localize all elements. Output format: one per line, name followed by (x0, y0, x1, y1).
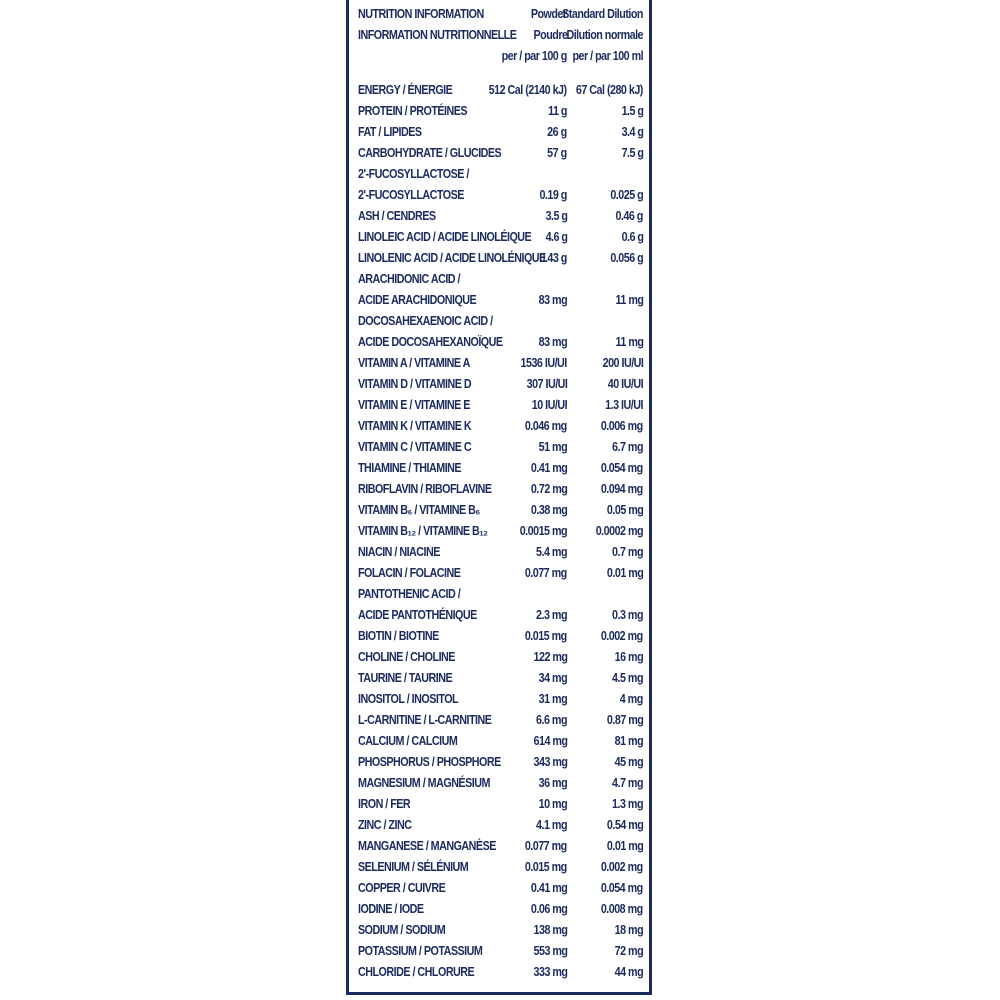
nutrient-row (349, 269, 649, 290)
nutrient-label: THIAMINE / THIAMINE (358, 461, 462, 475)
dilution-header: Standard Dilution (562, 7, 643, 21)
powder-value: 0.015 mg (525, 860, 567, 874)
nutrient-row (349, 962, 649, 983)
powder-value: 307 IU/UI (526, 377, 567, 391)
powder-value: 343 mg (533, 755, 567, 769)
powder-value: 0.077 mg (525, 566, 567, 580)
nutrition-panel (346, 0, 652, 995)
nutrient-label: CALCIUM / CALCIUM (358, 734, 458, 748)
dilution-value: 81 mg (614, 734, 643, 748)
powder-value: 34 mg (538, 671, 567, 685)
powder-value: 31 mg (538, 692, 567, 706)
dilution-value: 0.094 mg (601, 482, 643, 496)
nutrient-label: VITAMIN B₆ / VITAMINE B₆ (358, 503, 480, 517)
dilution-value: 7.5 g (621, 146, 643, 160)
nutrient-label: POTASSIUM / POTASSIUM (358, 944, 483, 958)
nutrient-row (349, 941, 649, 962)
dilution-header-fr: Dilution normale (566, 28, 643, 42)
nutrient-label: ARACHIDONIC ACID / (358, 272, 461, 286)
nutrient-label: ASH / CENDRES (358, 209, 436, 223)
powder-header-fr: Poudre (533, 28, 567, 42)
nutrient-row (349, 80, 649, 101)
dilution-value: 0.54 mg (606, 818, 643, 832)
nutrient-row (349, 500, 649, 521)
powder-value: 5.4 mg (536, 545, 567, 559)
nutrient-label: VITAMIN D / VITAMINE D (358, 377, 472, 391)
nutrient-label: MAGNESIUM / MAGNÉSIUM (358, 776, 490, 790)
powder-value: 3.5 g (545, 209, 567, 223)
nutrient-row (349, 731, 649, 752)
dilution-value: 4.5 mg (612, 671, 643, 685)
powder-value: 122 mg (533, 650, 567, 664)
nutrient-label: INOSITOL / INOSITOL (358, 692, 459, 706)
nutrient-label: PHOSPHORUS / PHOSPHORE (358, 755, 501, 769)
nutrient-label: DOCOSAHEXAENOIC ACID / (358, 314, 493, 328)
nutrient-row (349, 920, 649, 941)
dilution-value: 4 mg (619, 692, 643, 706)
title-french: INFORMATION NUTRITIONNELLE (358, 28, 517, 42)
powder-value: 512 Cal (2140 kJ) (489, 83, 567, 97)
nutrient-label: LINOLEIC ACID / ACIDE LINOLÉIQUE (358, 230, 532, 244)
dilution-value: 1.5 g (621, 104, 643, 118)
dilution-value: 0.6 g (621, 230, 643, 244)
dilution-value: 67 Cal (280 kJ) (576, 83, 643, 97)
nutrient-row (349, 794, 649, 815)
powder-value: 0.046 mg (525, 419, 567, 433)
nutrient-row (349, 164, 649, 185)
nutrient-row (349, 101, 649, 122)
dilution-value: 0.46 g (615, 209, 643, 223)
nutrient-row (349, 605, 649, 626)
dilution-value: 0.008 mg (601, 902, 643, 916)
powder-header: Powder (531, 7, 567, 21)
nutrient-row (349, 710, 649, 731)
nutrient-row (349, 143, 649, 164)
nutrient-label: PROTEIN / PROTÉINES (358, 104, 468, 118)
powder-value: 553 mg (533, 944, 567, 958)
nutrient-label: ACIDE PANTOTHÉNIQUE (358, 608, 477, 622)
nutrient-row (349, 416, 649, 437)
dilution-value: 3.4 g (621, 125, 643, 139)
nutrient-row (349, 773, 649, 794)
nutrient-label: CHLORIDE / CHLORURE (358, 965, 475, 979)
nutrient-label: MANGANESE / MANGANÈSE (358, 839, 496, 853)
nutrient-label: VITAMIN B₁₂ / VITAMINE B₁₂ (358, 524, 488, 538)
dilution-value: 0.054 mg (601, 461, 643, 475)
powder-unit: per / par 100 g (501, 49, 567, 63)
nutrient-label: VITAMIN C / VITAMINE C (358, 440, 472, 454)
nutrient-row (349, 227, 649, 248)
powder-value: 11 g (548, 104, 567, 118)
powder-value: 0.72 mg (530, 482, 567, 496)
nutrient-label: SELENIUM / SÉLÉNIUM (358, 860, 469, 874)
nutrient-row (349, 689, 649, 710)
nutrient-row (349, 878, 649, 899)
dilution-value: 1.3 mg (612, 797, 643, 811)
powder-value: 4.6 g (545, 230, 567, 244)
nutrient-label: VITAMIN K / VITAMINE K (358, 419, 472, 433)
powder-value: 1536 IU/UI (520, 356, 567, 370)
nutrient-label: ACIDE DOCOSAHEXANOÏQUE (358, 335, 503, 349)
nutrient-label: FAT / LIPIDES (358, 125, 422, 139)
nutrient-row (349, 395, 649, 416)
dilution-value: 0.87 mg (606, 713, 643, 727)
dilution-value: 0.3 mg (612, 608, 643, 622)
nutrient-row (349, 584, 649, 605)
dilution-value: 0.01 mg (606, 839, 643, 853)
dilution-value: 40 IU/UI (607, 377, 643, 391)
nutrient-label: ZINC / ZINC (358, 818, 412, 832)
powder-value: 0.06 mg (530, 902, 567, 916)
dilution-value: 11 mg (615, 293, 643, 307)
nutrient-row (349, 290, 649, 311)
nutrient-row (349, 899, 649, 920)
dilution-value: 200 IU/UI (602, 356, 643, 370)
nutrient-row (349, 836, 649, 857)
nutrient-label: TAURINE / TAURINE (358, 671, 453, 685)
powder-value: 10 mg (538, 797, 567, 811)
nutrient-row (349, 647, 649, 668)
nutrient-label: ACIDE ARACHIDONIQUE (358, 293, 477, 307)
nutrient-label: LINOLENIC ACID / ACIDE LINOLÉNIQUE (358, 251, 546, 265)
nutrient-label: IODINE / IODE (358, 902, 424, 916)
nutrient-row (349, 815, 649, 836)
nutrient-row (349, 479, 649, 500)
title-english: NUTRITION INFORMATION (358, 7, 484, 21)
nutrient-row (349, 332, 649, 353)
powder-value: 83 mg (538, 293, 567, 307)
powder-value: 83 mg (538, 335, 567, 349)
powder-value: 57 g (547, 146, 567, 160)
nutrient-label: BIOTIN / BIOTINE (358, 629, 439, 643)
powder-value: 0.19 g (539, 188, 567, 202)
nutrient-row (349, 353, 649, 374)
powder-value: 138 mg (533, 923, 567, 937)
nutrient-label: FOLACIN / FOLACINE (358, 566, 461, 580)
dilution-value: 0.7 mg (612, 545, 643, 559)
dilution-value: 16 mg (614, 650, 643, 664)
nutrition-header (349, 0, 649, 72)
nutrient-label: ENERGY / ÉNERGIE (358, 83, 453, 97)
dilution-value: 0.056 g (610, 251, 643, 265)
nutrient-label: 2'-FUCOSYLLACTOSE (358, 188, 464, 202)
powder-value: 36 mg (538, 776, 567, 790)
nutrient-label: NIACIN / NIACINE (358, 545, 440, 559)
powder-value: 6.6 mg (536, 713, 567, 727)
powder-value: 10 IU/UI (531, 398, 567, 412)
powder-value: 0.41 mg (530, 461, 567, 475)
nutrient-label: CARBOHYDRATE / GLUCIDES (358, 146, 502, 160)
nutrient-row (349, 458, 649, 479)
nutrient-label: 2'-FUCOSYLLACTOSE / (358, 167, 469, 181)
nutrient-row (349, 857, 649, 878)
powder-value: 4.1 mg (536, 818, 567, 832)
nutrient-label: COPPER / CUIVRE (358, 881, 446, 895)
nutrient-label: PANTOTHENIC ACID / (358, 587, 461, 601)
nutrient-row (349, 185, 649, 206)
nutrient-row (349, 542, 649, 563)
dilution-value: 1.3 IU/UI (605, 398, 643, 412)
powder-value: 333 mg (533, 965, 567, 979)
dilution-value: 72 mg (614, 944, 643, 958)
nutrient-row (349, 521, 649, 542)
dilution-value: 0.05 mg (606, 503, 643, 517)
dilution-value: 11 mg (615, 335, 643, 349)
dilution-value: 44 mg (614, 965, 643, 979)
nutrient-label: RIBOFLAVIN / RIBOFLAVINE (358, 482, 492, 496)
powder-value: 614 mg (533, 734, 567, 748)
dilution-value: 45 mg (614, 755, 643, 769)
powder-value: 26 g (547, 125, 567, 139)
nutrient-row (349, 668, 649, 689)
nutrient-table (349, 80, 649, 983)
nutrient-label: VITAMIN E / VITAMINE E (358, 398, 470, 412)
nutrient-label: L-CARNITINE / L-CARNITINE (358, 713, 492, 727)
dilution-value: 0.002 mg (601, 629, 643, 643)
dilution-unit: per / par 100 ml (572, 49, 643, 63)
nutrient-label: CHOLINE / CHOLINE (358, 650, 455, 664)
nutrient-row (349, 206, 649, 227)
powder-value: 0.43 g (539, 251, 567, 265)
nutrient-row (349, 374, 649, 395)
nutrient-row (349, 563, 649, 584)
dilution-value: 0.01 mg (606, 566, 643, 580)
nutrient-row (349, 626, 649, 647)
dilution-value: 18 mg (614, 923, 643, 937)
nutrient-label: VITAMIN A / VITAMINE A (358, 356, 470, 370)
powder-value: 2.3 mg (536, 608, 567, 622)
nutrient-label: IRON / FER (358, 797, 411, 811)
powder-value: 0.41 mg (530, 881, 567, 895)
nutrient-row (349, 311, 649, 332)
nutrient-row (349, 248, 649, 269)
dilution-value: 0.002 mg (601, 860, 643, 874)
powder-value: 0.015 mg (525, 629, 567, 643)
powder-value: 0.0015 mg (519, 524, 567, 538)
dilution-value: 0.054 mg (601, 881, 643, 895)
powder-value: 0.077 mg (525, 839, 567, 853)
nutrient-label: SODIUM / SODIUM (358, 923, 446, 937)
dilution-value: 0.006 mg (601, 419, 643, 433)
nutrient-row (349, 437, 649, 458)
dilution-value: 0.025 g (610, 188, 643, 202)
dilution-value: 6.7 mg (612, 440, 643, 454)
nutrient-row (349, 752, 649, 773)
nutrient-row (349, 122, 649, 143)
powder-value: 51 mg (538, 440, 567, 454)
powder-value: 0.38 mg (530, 503, 567, 517)
dilution-value: 4.7 mg (612, 776, 643, 790)
dilution-value: 0.0002 mg (595, 524, 643, 538)
